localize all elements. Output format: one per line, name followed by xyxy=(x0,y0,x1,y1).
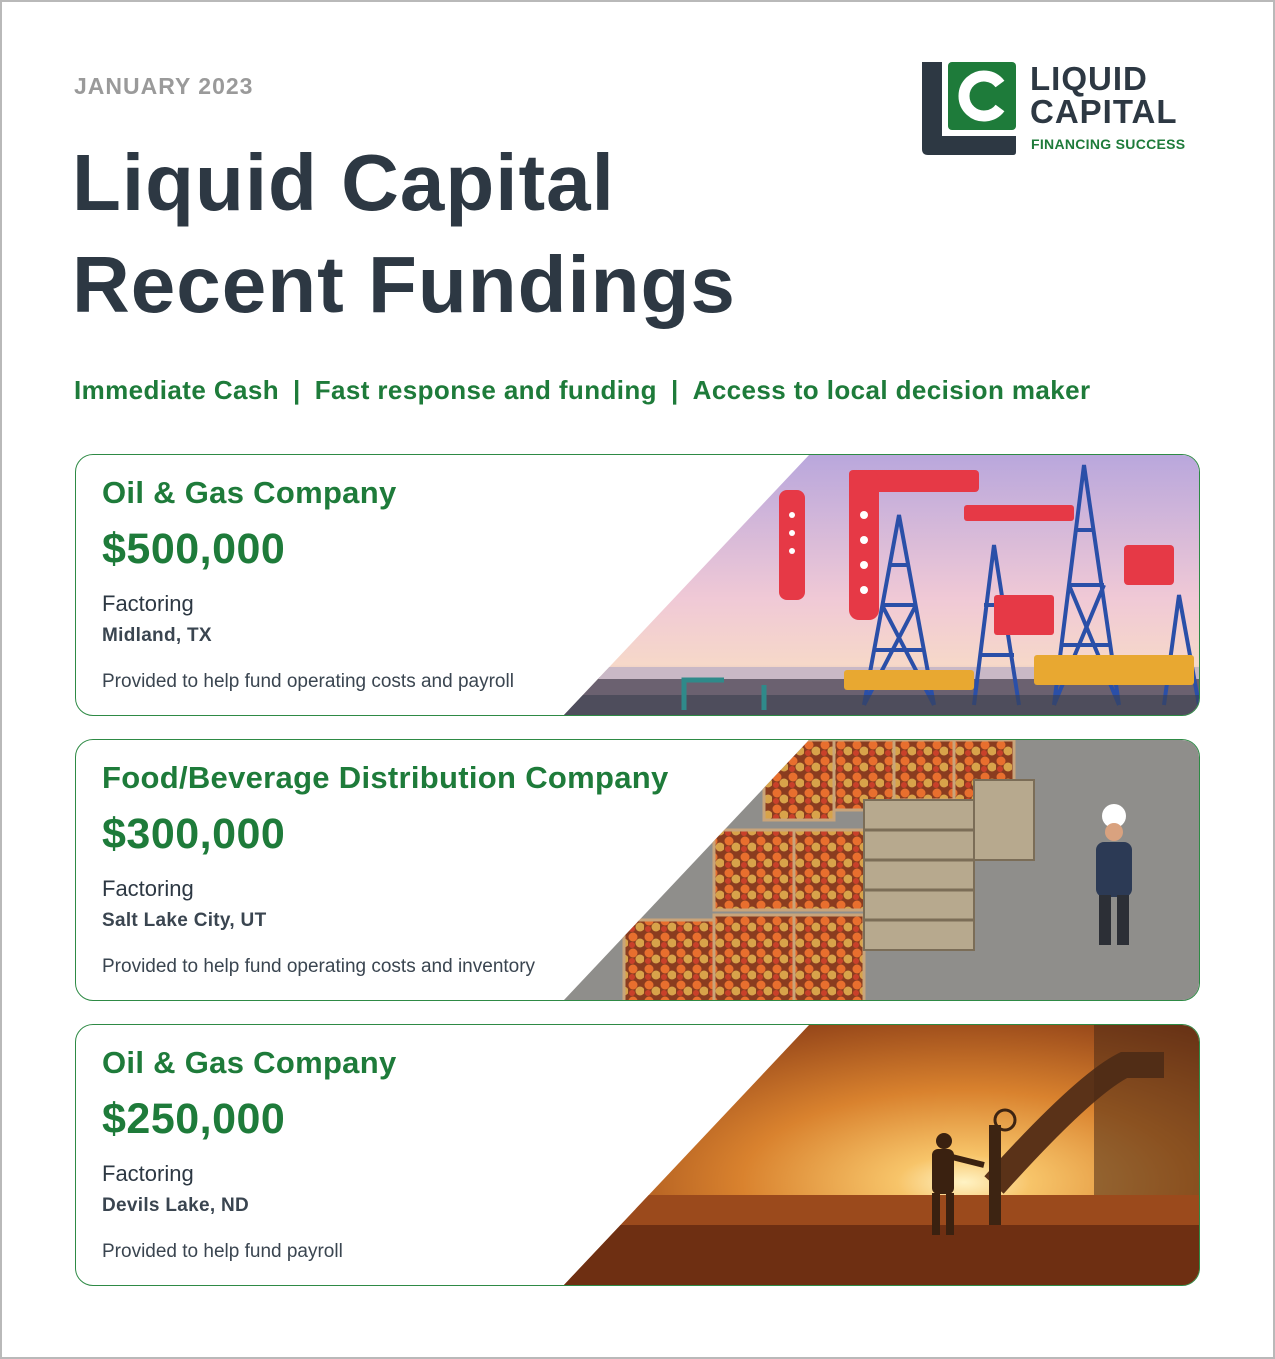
funding-type: Factoring xyxy=(102,876,194,901)
tagline-separator: | xyxy=(293,375,301,405)
logo-name-line-2: CAPITAL xyxy=(1030,93,1178,130)
company-name: Food/Beverage Distribution Company xyxy=(102,760,669,795)
funding-card xyxy=(75,1024,1200,1286)
funding-type: Factoring xyxy=(102,591,194,616)
funding-amount: $250,000 xyxy=(102,1095,286,1143)
page-title-line-1: Liquid Capital xyxy=(72,138,615,227)
report-date: JANUARY 2023 xyxy=(74,73,254,99)
benefit-item: Immediate Cash xyxy=(74,375,280,405)
logo-tagline: FINANCING SUCCESS xyxy=(1031,136,1186,152)
funding-amount: $500,000 xyxy=(102,525,286,573)
benefit-item: Access to local decision maker xyxy=(692,375,1091,405)
company-location: Salt Lake City, UT xyxy=(102,910,267,931)
oil-worker-sunset-photo xyxy=(564,1025,1199,1285)
page-title-line-2: Recent Fundings xyxy=(72,240,736,329)
funding-description: Provided to help fund operating costs and inventory xyxy=(102,956,536,977)
company-location: Midland, TX xyxy=(102,625,212,646)
logo-name-line-1: LIQUID xyxy=(1030,60,1148,97)
tagline-separator: | xyxy=(670,375,679,405)
company-name: Oil & Gas Company xyxy=(102,475,397,510)
logo-wordmark xyxy=(1030,62,1178,128)
benefit-item: Fast response and funding xyxy=(314,375,657,405)
oil-pumpjacks-photo xyxy=(564,455,1199,715)
funding-card xyxy=(75,739,1200,1001)
benefits-tagline xyxy=(74,375,1091,406)
funding-amount: $300,000 xyxy=(102,810,286,858)
funding-card xyxy=(75,454,1200,716)
funding-description: Provided to help fund operating costs and payroll xyxy=(102,671,514,692)
funding-description: Provided to help fund payroll xyxy=(102,1241,343,1262)
logo-mark-icon xyxy=(920,58,1020,158)
company-name: Oil & Gas Company xyxy=(102,1045,397,1080)
funding-type: Factoring xyxy=(102,1161,194,1186)
page-title xyxy=(72,132,736,336)
liquid-capital-logo xyxy=(920,58,1210,158)
company-location: Devils Lake, ND xyxy=(102,1195,250,1216)
